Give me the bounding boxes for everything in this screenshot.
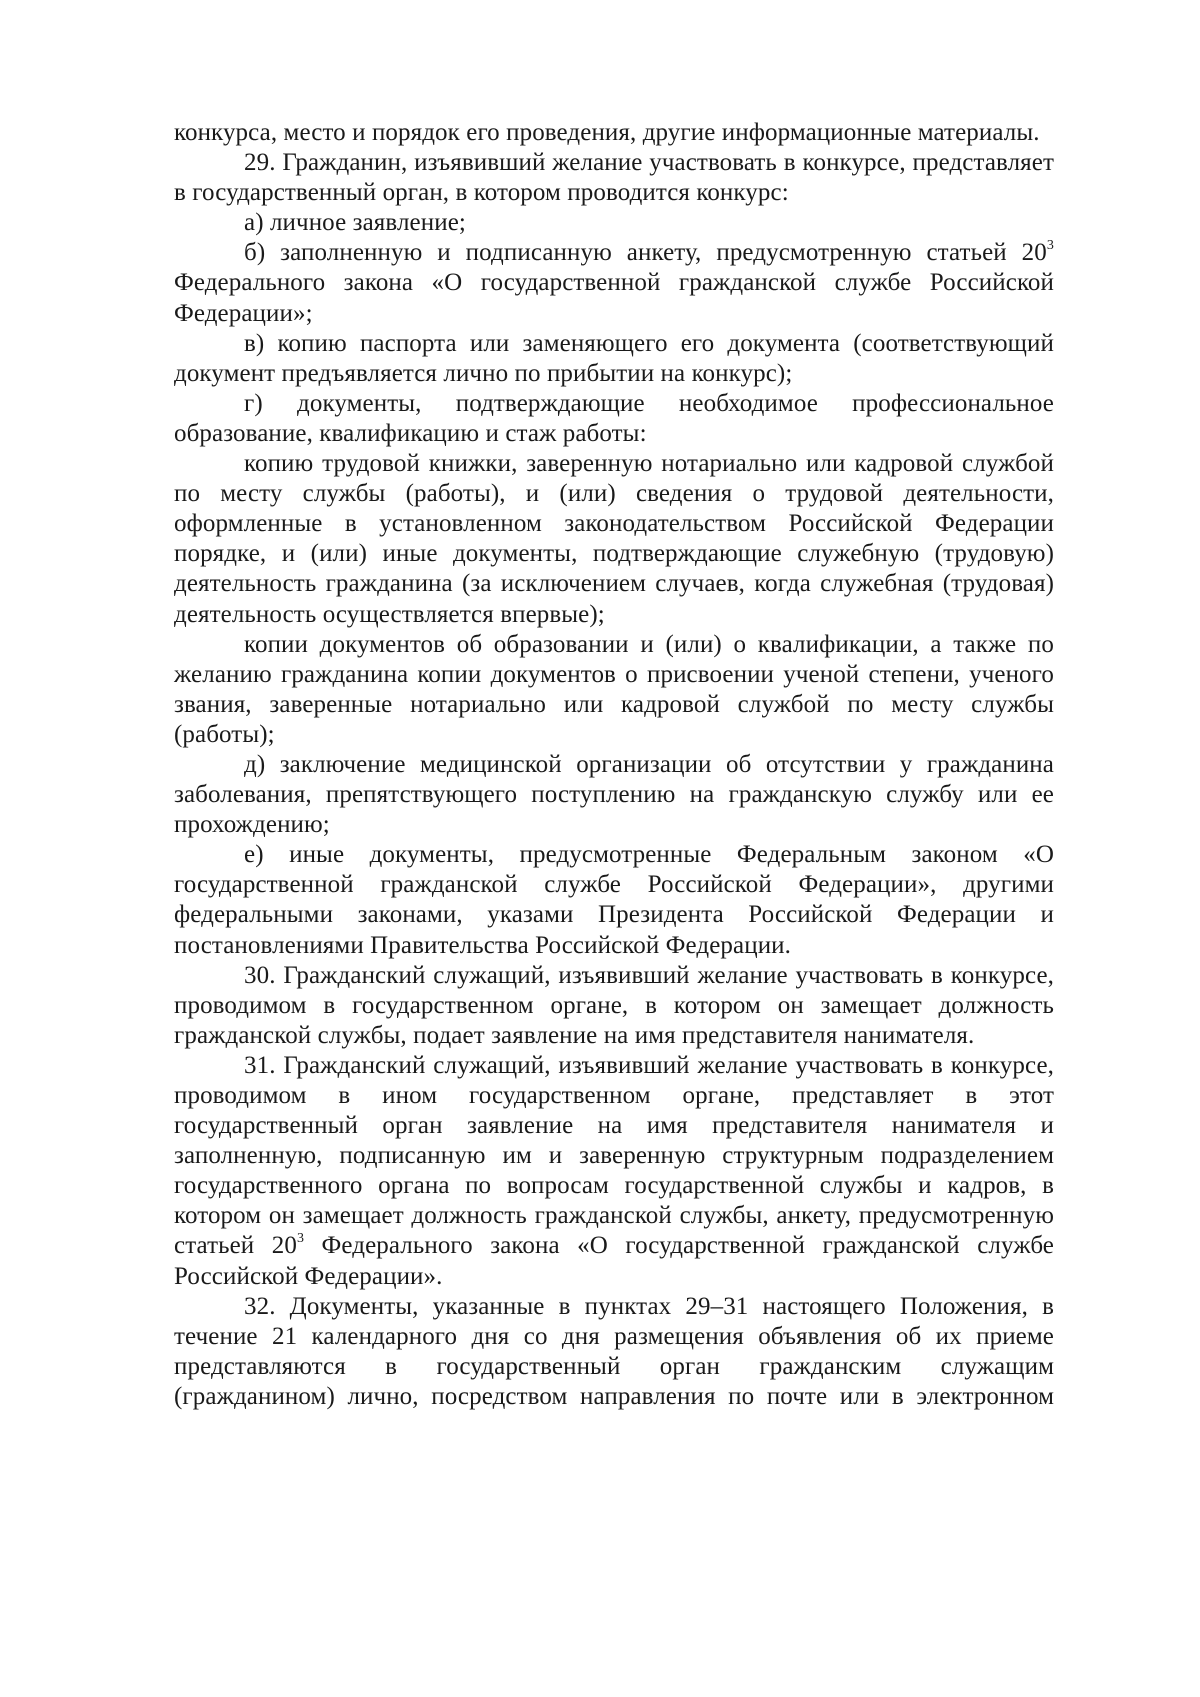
- paragraph-29-b-tail: Федерального закона «О государственной гражданской службе Российской Федерации»;: [174, 269, 1054, 327]
- superscript: 3: [1046, 238, 1054, 254]
- paragraph-29-b: [174, 238, 1054, 328]
- paragraph-29-g: г) документы, подтверждающие необходимое профессиональное образование, квалификацию и стаж работы:: [174, 389, 1054, 447]
- paragraph-30: 30. Гражданский служащий, изъявивший желание участвовать в конкурсе, проводимом в государственном органе, в котором он замещает должность гражданской службы, подает заявление на имя представителя нанимателя.: [174, 961, 1054, 1049]
- paragraph-29-b-head: б) заполненную и подписанную анкету, предусмотренную статьей 20: [244, 239, 1047, 267]
- paragraph-31: [174, 1051, 1054, 1292]
- paragraph-31-head: 31. Гражданский служащий, изъявивший желание участвовать в конкурсе, проводимом в ином государственном органе, представляет в этот государственный орган заявление на имя представителя нанимателя и заполненную, подписанную им и заверенную структурным подразделением государственного органа по вопросам государственной службы и кадров, в котором он замещает должность гражданской службы, анкету, предусмотренную статьей 20: [174, 1051, 1054, 1260]
- paragraph-29-d: д) заключение медицинской организации об отсутствии у гражданина заболевания, препятствующего поступлению на гражданскую службу или ее прохождению;: [174, 750, 1054, 839]
- paragraph-29: 29. Гражданин, изъявивший желание участвовать в конкурсе, представляет в государственный орган, в котором проводится конкурс:: [174, 149, 1054, 207]
- paragraph-continuation: конкурса, место и порядок его проведения, другие информационные материалы.: [174, 119, 1040, 146]
- paragraph-29-g-2: копии документов об образовании и (или) о квалификации, а также по желанию гражданина копии документов о присвоении ученой степени, ученого звания, заверенные нотариально или кадровой службой по месту службы (работы);: [174, 630, 1054, 748]
- paragraph-29-g-1: копию трудовой книжки, заверенную нотариально или кадровой службой по месту службы (работы), и (или) сведения о трудовой деятельности, оформленные в установленном законодательством Российской Федерации порядке, и (или) иные документы, подтверждающие служебную (трудовую) деятельность гражданина (за исключением случаев, когда служебная (трудовая) деятельность осуществляется впервые);: [174, 450, 1054, 628]
- paragraph-32: 32. Документы, указанные в пунктах 29–31 настоящего Положения, в течение 21 календарного дня со дня размещения объявления об их приеме представляются в государственный орган гражданским служащим (гражданином) лично, посредством направления по почте или в электронном: [174, 1292, 1054, 1410]
- paragraph-31-tail: Федерального закона «О государственной гражданской службе Российской Федерации».: [174, 1232, 1055, 1290]
- paragraph-29-e: е) иные документы, предусмотренные Федеральным законом «О государственной гражданской службе Российской Федерации», другими федеральными законами, указами Президента Российской Федерации и постановлениями Правительства Российской Федерации.: [174, 841, 1054, 959]
- superscript: 3: [296, 1231, 305, 1247]
- paragraph-29-a: а) личное заявление;: [244, 209, 466, 237]
- paragraph-29-v: в) копию паспорта или заменяющего его документа (соответствующий документ предъявляется лично по прибытии на конкурс);: [174, 329, 1054, 387]
- document-page: [174, 118, 1054, 1412]
